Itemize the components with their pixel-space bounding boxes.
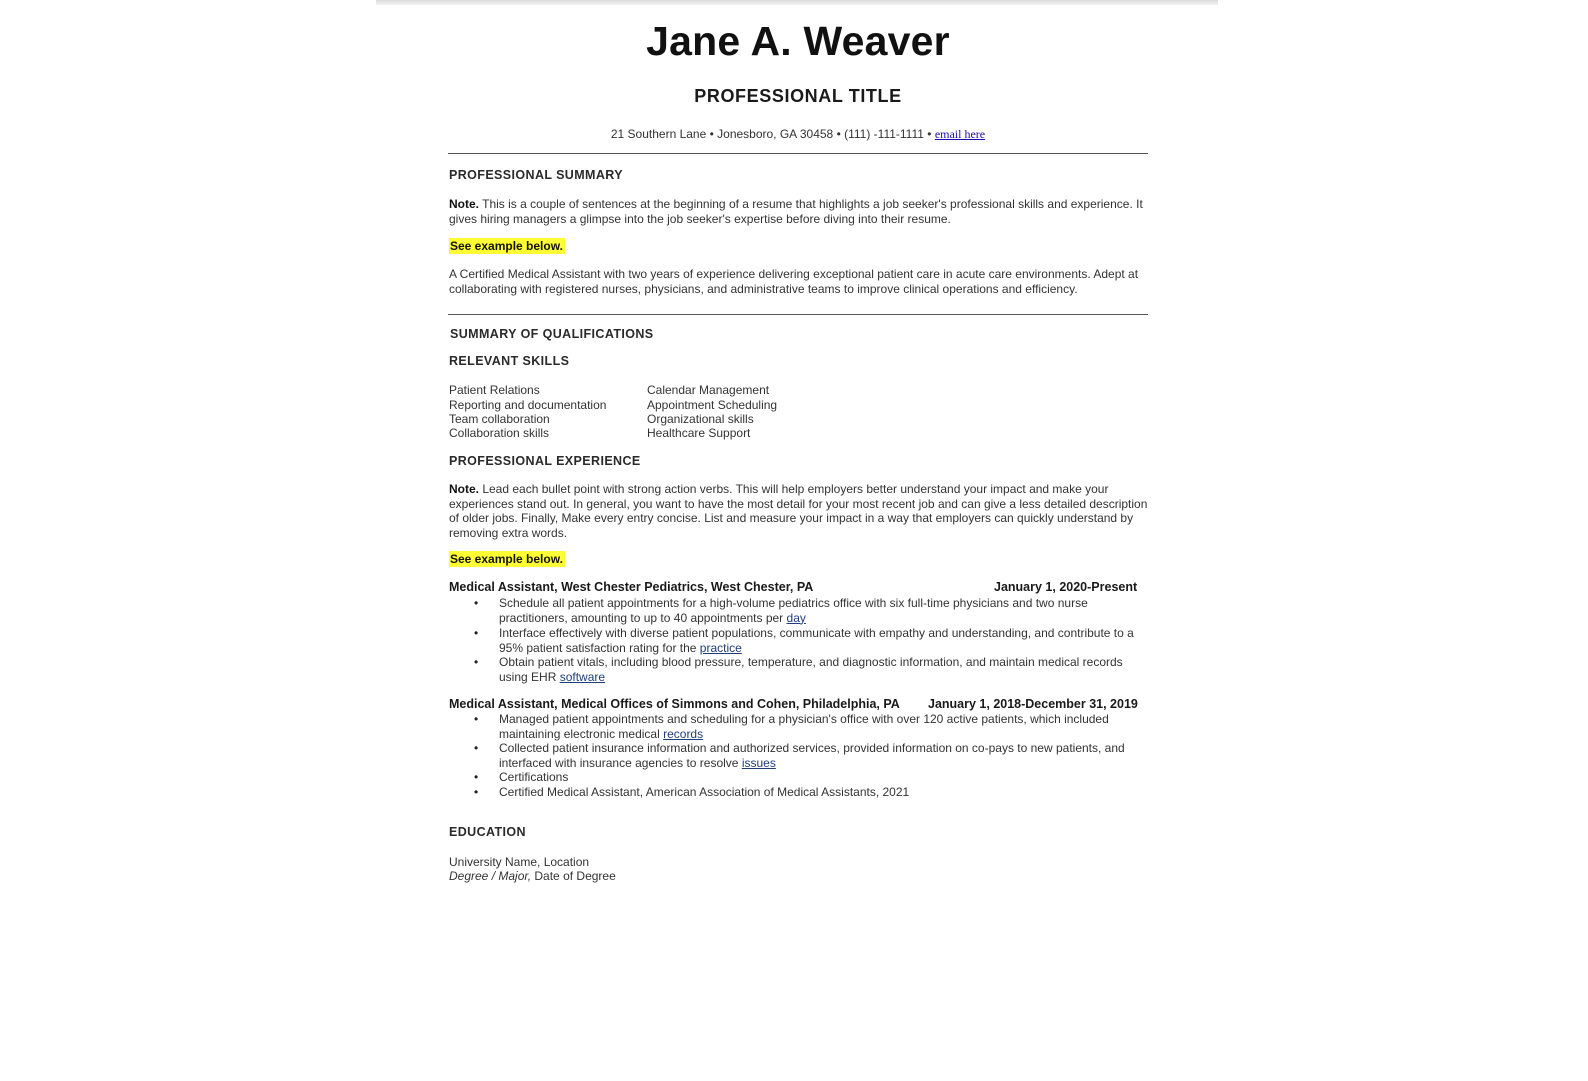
bullet-marker: •	[474, 626, 479, 640]
education-degree	[449, 869, 1149, 884]
summary-example: A Certified Medical Assistant with two years of experience delivering exceptional patient care in acute care environments. Adept at collaborating with registered nurses, physicians, and administrative teams to improve clinical operations and efficiency.	[449, 267, 1139, 296]
note-text: Lead each bullet point with strong action verbs. This will help employers better understand your impact and make your experiences stand out. In general, you want to have the most detail for your most recent job and can give a less detailed description of older jobs. Finally, Make every entry concise. List and measure your impact in a way that employers can quickly understand by removing extra words.	[449, 482, 1148, 540]
example-highlight: See example below.	[450, 552, 563, 566]
skills-heading: RELEVANT SKILLS	[449, 354, 570, 368]
job-bullet	[499, 596, 1149, 625]
skill-item: Collaboration skills	[449, 426, 550, 440]
job-bullet	[499, 770, 1149, 785]
job-dates: January 1, 2020-Present	[994, 580, 1138, 594]
job-title: Medical Assistant, West Chester Pediatrics, West Chester, PA	[449, 580, 814, 594]
bullet-text: Collected patient insurance information and authorized services, provided information on co-pays to new patients, and interfaced with insurance agencies to resolve	[499, 741, 1125, 770]
experience-note	[449, 482, 1149, 540]
summary-divider	[448, 314, 1148, 315]
skill-item: Reporting and documentation	[449, 398, 607, 412]
job-bullet	[499, 626, 1149, 655]
hyperlink[interactable]: issues	[741, 755, 776, 770]
bullet-text: Managed patient appointments and scheduling for a physician's office with over 120 active patients, which included maintaining electronic medical	[499, 712, 1109, 741]
professional-title: PROFESSIONAL TITLE	[694, 86, 902, 106]
skill-item: Patient Relations	[449, 383, 540, 397]
skill-item: Appointment Scheduling	[647, 398, 778, 412]
skill-item: Calendar Management	[647, 383, 770, 397]
bullet-marker: •	[474, 596, 479, 610]
hyperlink[interactable]: day	[786, 610, 806, 625]
degree-major: Degree / Major,	[449, 869, 532, 883]
resume-name: Jane A. Weaver	[646, 18, 950, 64]
skill-item: Organizational skills	[647, 412, 754, 426]
bullet-marker: •	[474, 655, 479, 669]
job-bullet	[499, 785, 1149, 800]
job-bullet	[499, 712, 1149, 741]
note-label: Note.	[449, 482, 479, 496]
bullet-text: Interface effectively with diverse patient populations, communicate with empathy and understanding, and contribute to a 95% patient satisfaction rating for the	[499, 626, 1134, 655]
section-heading-education: EDUCATION	[449, 825, 526, 839]
hyperlink[interactable]: practice	[699, 640, 742, 655]
header-divider	[448, 153, 1148, 154]
skill-item: Team collaboration	[449, 412, 550, 426]
job-title: Medical Assistant, Medical Offices of Simmons and Cohen, Philadelphia, PA	[449, 697, 900, 711]
job-bullet	[499, 741, 1149, 770]
contact-line	[448, 127, 1148, 142]
degree-date: Date of Degree	[531, 869, 616, 883]
hyperlink[interactable]: software	[559, 669, 606, 684]
education-school: University Name, Location	[449, 855, 590, 869]
bullet-text: Obtain patient vitals, including blood pressure, temperature, and diagnostic information, and maintain medical records using EHR	[499, 655, 1123, 684]
example-highlight: See example below.	[450, 239, 563, 253]
hyperlink[interactable]: records	[663, 726, 704, 741]
bullet-text: Certifications	[499, 770, 569, 784]
contact-details: 21 Southern Lane • Jonesboro, GA 30458 • (111) -111-1111 •	[610, 127, 932, 141]
bullet-marker: •	[474, 770, 479, 784]
bullet-marker: •	[474, 741, 479, 755]
bullet-text: Certified Medical Assistant, American Association of Medical Assistants, 2021	[499, 785, 910, 799]
summary-note	[449, 197, 1149, 226]
page-top-edge	[376, 0, 1218, 5]
skill-item: Healthcare Support	[647, 426, 751, 440]
section-heading-experience: PROFESSIONAL EXPERIENCE	[449, 454, 641, 468]
note-text: This is a couple of sentences at the beginning of a resume that highlights a job seeker's professional skills and experience. It gives hiring managers a glimpse into the job seeker's expertise before diving into their resume.	[449, 197, 1143, 226]
job-bullet	[499, 655, 1149, 684]
bullet-text: Schedule all patient appointments for a high-volume pediatrics office with six full-time physicians and two nurse practitioners, amounting to up to 40 appointments per	[499, 596, 1088, 625]
section-heading-summary: PROFESSIONAL SUMMARY	[449, 168, 623, 182]
bullet-marker: •	[474, 785, 479, 799]
bullet-marker: •	[474, 712, 479, 726]
job-dates: January 1, 2018-December 31, 2019	[928, 697, 1138, 711]
section-heading-qualifications: SUMMARY OF QUALIFICATIONS	[450, 327, 654, 341]
email-link[interactable]: email here	[934, 127, 986, 141]
note-label: Note.	[449, 197, 479, 211]
